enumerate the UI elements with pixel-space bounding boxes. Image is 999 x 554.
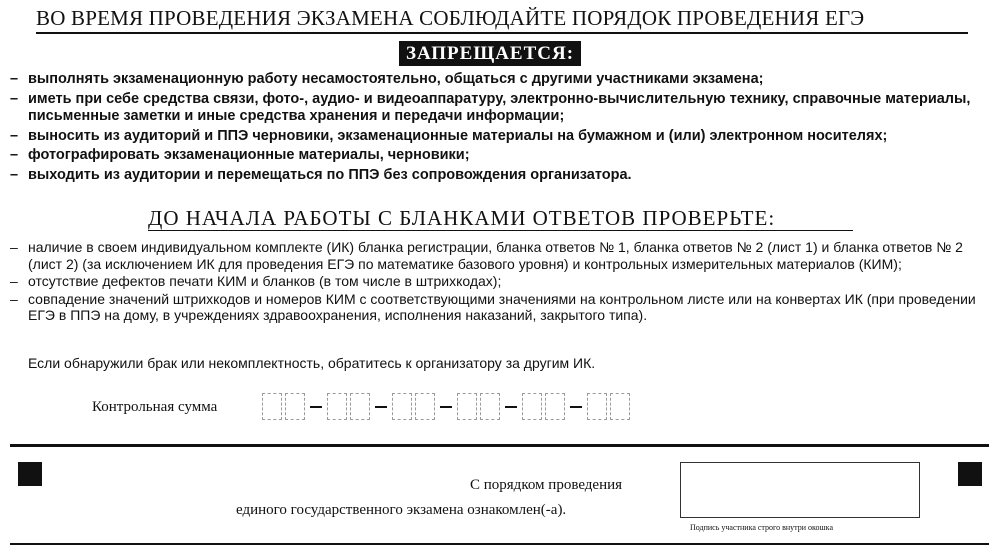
check-item: – отсутствие дефектов печати КИМ и бланков (в том числе в штрихкодах); (10, 273, 995, 290)
acknowledgement-line2: единого государственного экзамена ознакомлен(-а). (236, 502, 567, 518)
prohibited-list (10, 71, 995, 186)
check-section-underline (148, 230, 853, 231)
checksum-field[interactable] (262, 393, 633, 420)
signature-box[interactable] (680, 462, 920, 518)
checksum-separator (440, 406, 452, 408)
checksum-digit-box[interactable] (522, 393, 542, 420)
defect-note: Если обнаружили брак или некомплектность, обратитесь к организатору за другим ИК. (28, 355, 596, 371)
prohibited-item: – выполнять экзаменационную работу несамостоятельно, общаться с другими участниками экзамена; (10, 71, 995, 89)
checksum-digit-box[interactable] (457, 393, 477, 420)
prohibited-item: – фотографировать экзаменационные материалы, черновики; (10, 147, 995, 165)
check-item: – совпадение значений штрихкодов и номеров КИМ с соответствующими значениями на контрольном листе или на конвертах ИК (при проведении ЕГЭ в ППЭ на дому, в учреждениях здравоохранения, исполнения наказаний, закрытого типа). (10, 291, 995, 324)
checksum-digit-box[interactable] (415, 393, 435, 420)
signature-caption: Подпись участника строго внутри окошка (690, 523, 833, 532)
acknowledgement-line1: С порядком проведения (470, 477, 623, 493)
checksum-label: Контрольная сумма (92, 399, 218, 415)
page-title: ВО ВРЕМЯ ПРОВЕДЕНИЯ ЭКЗАМЕНА СОБЛЮДАЙТЕ ПОРЯДОК ПРОВЕДЕНИЯ ЕГЭ (36, 6, 865, 30)
prohibited-item: – выходить из аудитории и перемещаться по ППЭ без сопровождения организатора. (10, 167, 995, 185)
checksum-digit-box[interactable] (327, 393, 347, 420)
check-section-heading: ДО НАЧАЛА РАБОТЫ С БЛАНКАМИ ОТВЕТОВ ПРОВЕРЬТЕ: (148, 206, 776, 230)
checksum-digit-box[interactable] (480, 393, 500, 420)
prohibited-item: – выносить из аудиторий и ППЭ черновики, экзаменационные материалы на бумажном и (или) электронном носителях; (10, 128, 995, 146)
checksum-digit-box[interactable] (610, 393, 630, 420)
prohibited-item: – иметь при себе средства связи, фото-, аудио- и видеоаппаратуру, электронно-вычислительную технику, справочные материалы, письменные заметки и иные средства хранения и передачи информации; (10, 91, 995, 126)
checksum-digit-box[interactable] (262, 393, 282, 420)
registration-marker-left (18, 462, 42, 486)
title-underline (36, 32, 968, 34)
checksum-digit-box[interactable] (587, 393, 607, 420)
checksum-separator (505, 406, 517, 408)
checksum-separator (375, 406, 387, 408)
checksum-digit-box[interactable] (392, 393, 412, 420)
check-list (10, 239, 995, 325)
bottom-divider (10, 543, 989, 545)
divider (10, 444, 989, 447)
check-item: – наличие в своем индивидуальном комплекте (ИК) бланка регистрации, бланка ответов № 1, бланка ответов № 2 (лист 1) и бланка ответов № 2 (лист 2) (за исключением ИК для проведения ЕГЭ по математике базового уровня) и контрольных измерительных материалов (КИМ); (10, 239, 995, 272)
checksum-digit-box[interactable] (350, 393, 370, 420)
checksum-separator (570, 406, 582, 408)
prohibited-banner: ЗАПРЕЩАЕТСЯ: (399, 41, 581, 66)
checksum-separator (310, 406, 322, 408)
registration-marker-right (958, 462, 982, 486)
checksum-digit-box[interactable] (285, 393, 305, 420)
checksum-digit-box[interactable] (545, 393, 565, 420)
